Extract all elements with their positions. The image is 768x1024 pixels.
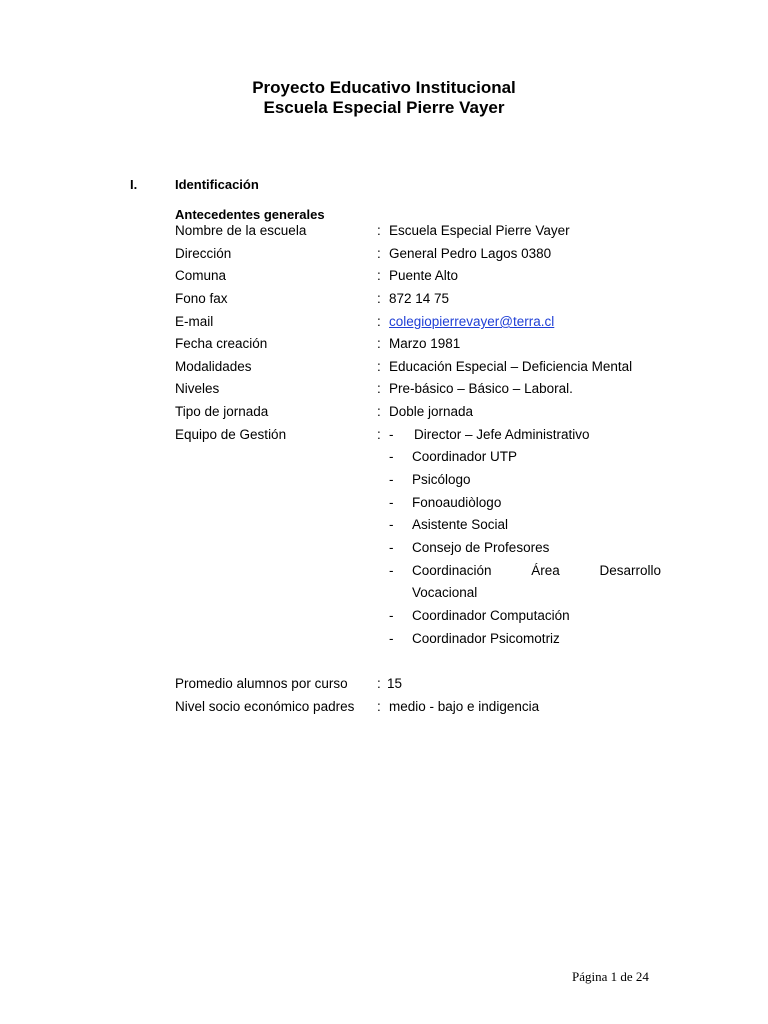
colon-separator: :	[377, 381, 381, 396]
list-item-text: Coordinador Computación	[412, 608, 570, 623]
colon-separator: :	[377, 359, 381, 374]
subheading: Antecedentes generales	[175, 207, 325, 222]
field-value: Marzo 1981	[389, 336, 461, 351]
list-item-text: Coordinador UTP	[412, 449, 518, 464]
justified-word: Desarrollo	[599, 563, 661, 578]
colon-separator: :	[377, 699, 381, 714]
field-label: Promedio alumnos por curso	[175, 676, 348, 691]
field-row-niveles	[0, 378, 768, 400]
list-item	[0, 492, 768, 514]
dash-bullet: -	[389, 472, 394, 487]
field-row-comuna	[0, 265, 768, 287]
field-row-email	[0, 311, 768, 333]
field-label: Niveles	[175, 381, 220, 396]
field-row-promedio	[0, 673, 768, 695]
field-row-direccion	[0, 243, 768, 265]
field-label: Equipo de Gestión	[175, 427, 287, 442]
dash-bullet: -	[389, 517, 394, 532]
field-row-nombre	[0, 220, 768, 242]
dash-bullet: -	[389, 427, 394, 442]
colon-separator: :	[377, 676, 381, 691]
list-item	[0, 514, 768, 536]
list-item	[0, 469, 768, 491]
field-value: General Pedro Lagos 0380	[389, 246, 552, 261]
field-label: E-mail	[175, 314, 214, 329]
list-item-text: Fonoaudiòlogo	[412, 495, 502, 510]
field-label: Fono fax	[175, 291, 228, 306]
list-item-text: Director – Jefe Administrativo	[414, 427, 590, 442]
list-item	[0, 628, 768, 650]
field-value: Pre-básico – Básico – Laboral.	[389, 381, 573, 396]
dash-bullet: -	[389, 631, 394, 646]
field-value: Escuela Especial Pierre Vayer	[389, 223, 570, 238]
field-row-equipo	[0, 424, 768, 446]
colon-separator: :	[377, 223, 381, 238]
email-link[interactable]: colegiopierrevayer@terra.cl	[389, 314, 555, 329]
field-row-nivel-socio	[0, 696, 768, 718]
field-value: 872 14 75	[389, 291, 450, 306]
dash-bullet: -	[389, 449, 394, 464]
colon-separator: :	[377, 291, 381, 306]
document-title: Proyecto Educativo Institucional	[252, 78, 516, 97]
field-row-fono	[0, 288, 768, 310]
colon-separator: :	[377, 314, 381, 329]
dash-bullet: -	[389, 540, 394, 555]
colon-separator: :	[377, 246, 381, 261]
field-label: Tipo de jornada	[175, 404, 269, 419]
justified-word: Coordinación	[412, 563, 492, 578]
colon-separator: :	[377, 268, 381, 283]
list-item-continuation	[0, 582, 768, 604]
dash-bullet: -	[389, 608, 394, 623]
list-item	[0, 537, 768, 559]
field-label: Dirección	[175, 246, 232, 261]
document-subtitle: Escuela Especial Pierre Vayer	[263, 98, 505, 117]
field-value: medio - bajo e indigencia	[389, 699, 540, 714]
field-row-jornada	[0, 401, 768, 423]
colon-separator: :	[377, 404, 381, 419]
section-number: I.	[130, 177, 138, 192]
field-label: Modalidades	[175, 359, 252, 374]
field-value: Puente Alto	[389, 268, 459, 283]
list-item-text: Coordinador Psicomotriz	[412, 631, 560, 646]
colon-separator: :	[377, 336, 381, 351]
list-item-text: Vocacional	[412, 585, 478, 600]
list-item-text	[412, 560, 661, 582]
field-label: Fecha creación	[175, 336, 268, 351]
field-value: 15	[387, 676, 403, 691]
list-item	[0, 605, 768, 627]
dash-bullet: -	[389, 495, 394, 510]
page-number: Página 1 de 24	[572, 969, 649, 984]
list-item	[0, 560, 768, 582]
list-item	[0, 446, 768, 468]
field-label: Comuna	[175, 268, 227, 283]
field-row-modalidades	[0, 356, 768, 378]
colon-separator: :	[377, 427, 381, 442]
dash-bullet: -	[389, 563, 394, 578]
section-title: Identificación	[175, 177, 259, 192]
field-label: Nombre de la escuela	[175, 223, 307, 238]
justified-word: Área	[531, 563, 560, 578]
field-row-fecha	[0, 333, 768, 355]
list-item-text: Consejo de Profesores	[412, 540, 550, 555]
field-value: Doble jornada	[389, 404, 474, 419]
field-label: Nivel socio económico padres	[175, 699, 355, 714]
field-value: Educación Especial – Deficiencia Mental	[389, 359, 633, 374]
list-item-text: Psicólogo	[412, 472, 471, 487]
list-item-text: Asistente Social	[412, 517, 509, 532]
